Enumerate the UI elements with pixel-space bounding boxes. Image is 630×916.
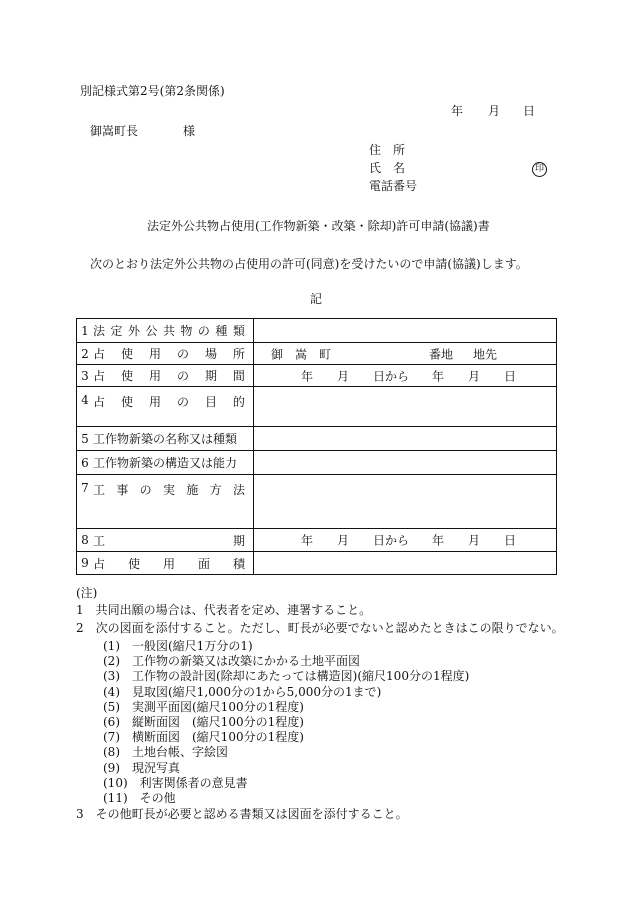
label-purpose xyxy=(93,393,249,410)
place-chisaki: 地先 xyxy=(473,347,498,361)
addressee: 御嵩町長 xyxy=(90,124,139,138)
label-char: 方 xyxy=(209,483,222,497)
form-number: 別記様式第2号(第2条関係) xyxy=(80,84,225,98)
row-number: 5 xyxy=(77,427,94,451)
honorific: 様 xyxy=(183,124,196,138)
label-char: 法 xyxy=(232,483,245,497)
row-number: 8 xyxy=(77,529,94,552)
label-char: 占 xyxy=(93,369,106,383)
label-char: 事 xyxy=(116,483,129,497)
attachment-item: (6) 縦断面図 (縮尺100分の1程度) xyxy=(103,715,304,729)
row-number: 4 xyxy=(77,387,94,427)
row-label xyxy=(93,343,254,365)
period-end-year: 年 xyxy=(432,369,445,383)
term-end-year: 年 xyxy=(432,533,445,548)
table-row xyxy=(77,319,557,343)
applicant-phone-label: 電話番号 xyxy=(369,179,418,193)
label-char: 所 xyxy=(232,347,245,361)
table-row xyxy=(77,529,557,552)
row-label xyxy=(93,552,254,575)
label-structure-name: 工作物新築の名称又は種類 xyxy=(93,432,238,446)
seal-mark xyxy=(532,160,547,177)
label-char: 積 xyxy=(232,556,245,571)
intro-text: 次のとおり法定外公共物の占使用の許可(同意)を受けたいので申請(協議)します。 xyxy=(90,257,528,271)
note-2: 2 次の図面を添付すること。ただし、町長が必要でないと認めたときはこの限りでない。 xyxy=(76,621,564,635)
period-end-day: 日 xyxy=(504,369,517,383)
row-number: 9 xyxy=(77,552,94,575)
date-month: 月 xyxy=(488,104,501,118)
structure-capacity-value-cell[interactable] xyxy=(254,451,557,475)
label-char: 用 xyxy=(162,556,175,571)
label-char: 類 xyxy=(232,324,245,338)
label-char: 使 xyxy=(127,556,140,571)
term-start-day: 日から xyxy=(373,533,410,548)
label-char: 用 xyxy=(148,395,161,409)
table-row xyxy=(77,387,557,427)
row-label xyxy=(93,475,254,529)
label-kind xyxy=(93,322,249,339)
ki-heading: 記 xyxy=(310,292,323,306)
label-char: 使 xyxy=(120,395,133,409)
construction-period-value-cell[interactable] xyxy=(254,529,557,552)
note-3: 3 その他町長が必要と認める書類又は図面を添付すること。 xyxy=(76,807,408,821)
attachment-item: (10) 利害関係者の意見書 xyxy=(103,775,248,790)
label-char: 的 xyxy=(232,395,245,409)
table-row xyxy=(77,475,557,529)
row-label xyxy=(93,365,254,387)
row-number: 2 xyxy=(77,343,94,365)
label-char: 工 xyxy=(93,533,106,548)
table-row xyxy=(77,427,557,451)
attachment-item: (9) 現況写真 xyxy=(103,760,180,775)
application-table xyxy=(76,318,557,575)
label-char: 物 xyxy=(180,324,193,338)
row-label xyxy=(93,427,254,451)
period-value-cell[interactable] xyxy=(254,365,557,387)
label-char: 目 xyxy=(204,395,217,409)
label-structure-capacity: 工作物新築の構造又は能力 xyxy=(93,456,238,470)
label-char: 実 xyxy=(162,483,175,497)
term-end-month: 月 xyxy=(468,533,481,548)
row-number: 3 xyxy=(77,365,94,387)
table-row xyxy=(77,365,557,387)
term-end-day: 日 xyxy=(504,533,517,548)
label-char: の xyxy=(176,347,189,361)
attachment-item: (8) 土地台帳、字絵図 xyxy=(103,745,228,760)
period-start-month: 月 xyxy=(337,369,350,383)
table-row xyxy=(77,451,557,475)
label-char: 占 xyxy=(93,395,106,409)
label-char: 期 xyxy=(204,369,217,383)
label-char: 定 xyxy=(110,324,123,338)
label-char: 法 xyxy=(93,324,106,338)
attachment-item: (4) 見取図(縮尺1,000分の1から5,000分の1まで) xyxy=(103,684,382,699)
purpose-value-cell[interactable] xyxy=(254,387,557,427)
label-char: 間 xyxy=(232,369,245,383)
label-char: 面 xyxy=(197,556,210,571)
attachment-item: (1) 一般図(縮尺1万分の1) xyxy=(103,639,253,653)
date-day: 日 xyxy=(523,104,536,118)
label-construction-period xyxy=(93,532,249,549)
label-char: の xyxy=(176,395,189,409)
label-char: 用 xyxy=(148,347,161,361)
label-char: 施 xyxy=(186,483,199,497)
label-method xyxy=(93,481,249,498)
label-char: の xyxy=(176,369,189,383)
notes-header: (注) xyxy=(76,586,98,600)
document-title: 法定外公共物占使用(工作物新築・改築・除却)許可申請(協議)書 xyxy=(147,219,490,233)
place-town: 御 嵩 町 xyxy=(271,347,332,361)
attachment-item: (5) 実測平面図(縮尺100分の1程度) xyxy=(103,699,304,714)
attachment-item: (2) 工作物の新築又は改築にかかる土地平面図 xyxy=(103,654,360,669)
row-number: 6 xyxy=(77,451,94,475)
period-start-day: 日から xyxy=(373,369,410,383)
term-start-year: 年 xyxy=(301,533,314,548)
applicant-name-label: 氏 名 xyxy=(369,161,406,175)
label-char: 公 xyxy=(145,324,158,338)
seal-icon: 印 xyxy=(532,162,547,177)
label-place xyxy=(93,345,249,362)
note-1: 1 共同出願の場合は、代表者を定め、連署すること。 xyxy=(76,603,372,617)
label-area xyxy=(93,555,249,572)
label-char: 期 xyxy=(232,533,245,548)
label-char: 外 xyxy=(127,324,140,338)
label-char: 占 xyxy=(93,556,106,571)
label-char: 占 xyxy=(93,347,106,361)
kind-value-cell[interactable] xyxy=(254,319,557,343)
term-start-month: 月 xyxy=(337,533,350,548)
attachment-item: (7) 横断面図 (縮尺100分の1程度) xyxy=(103,730,304,745)
attachment-item: (3) 工作物の設計図(除却にあたっては構造図)(縮尺100分の1程度) xyxy=(103,669,470,684)
label-char: 工 xyxy=(93,483,106,497)
period-start-year: 年 xyxy=(301,369,314,383)
area-value-cell[interactable] xyxy=(254,552,557,575)
label-char: の xyxy=(197,324,210,338)
attachment-item: (11) その他 xyxy=(103,791,176,805)
label-char: 用 xyxy=(148,369,161,383)
label-char: 共 xyxy=(162,324,175,338)
structure-name-value-cell[interactable] xyxy=(254,427,557,451)
place-banchi: 番地 xyxy=(429,347,454,361)
label-char: 使 xyxy=(120,347,133,361)
label-char: 使 xyxy=(120,369,133,383)
label-char: の xyxy=(139,483,152,497)
label-char: 種 xyxy=(215,324,228,338)
table-row xyxy=(77,343,557,365)
row-label xyxy=(93,387,254,427)
row-label xyxy=(93,319,254,343)
row-label xyxy=(93,451,254,475)
label-period xyxy=(93,367,249,384)
label-char: 場 xyxy=(204,347,217,361)
row-number: 1 xyxy=(77,319,94,343)
place-value-cell[interactable] xyxy=(254,343,557,365)
period-end-month: 月 xyxy=(468,369,481,383)
applicant-address-label: 住 所 xyxy=(369,143,406,157)
table-row xyxy=(77,552,557,575)
method-value-cell[interactable] xyxy=(254,475,557,529)
date-year: 年 xyxy=(451,104,464,118)
row-label xyxy=(93,529,254,552)
row-number: 7 xyxy=(77,475,94,529)
